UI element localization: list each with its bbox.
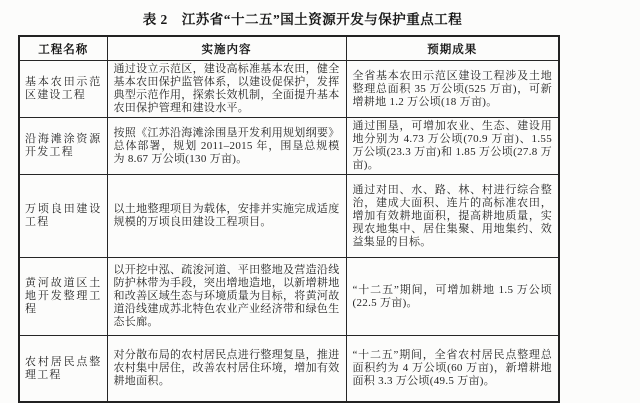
implementation-cell: 以开挖中泓、疏浚河道、平田整地及营造沿线防护林带为手段，突出增地造地，以新增耕地和改善区域生态与环境质量为目标，将黄河故道沿线建成苏北特色农业产业经济带和绿色生态长廊。 xyxy=(107,258,346,336)
table-row xyxy=(19,118,559,175)
project-name-cell: 沿海滩涂资源开发工程 xyxy=(19,118,107,175)
project-name-cell: 万顷良田建设工程 xyxy=(19,175,107,258)
table-row xyxy=(19,175,559,258)
table-row xyxy=(19,61,559,118)
project-name-cell: 农村居民点整理工程 xyxy=(19,336,107,403)
expected-results-cell: 通过围垦，可增加农业、生态、建设用地分别为 4.73 万公顷(70.9 万亩)、1.55 万公顷(23.3 万亩)和 1.85 万公顷(27.8 万亩)。 xyxy=(346,118,559,175)
projects-table xyxy=(18,35,560,403)
expected-results-cell: “十二五”期间，可增加耕地 1.5 万公顷(22.5 万亩)。 xyxy=(346,258,559,336)
project-name-cell: 黄河故道区土地开发整理工程 xyxy=(19,258,107,336)
expected-results-cell: “十二五”期间，全省农村居民点整理总面积约为 4 万公顷(60 万亩)，新增耕地面积 3.3 万公顷(49.5 万亩)。 xyxy=(346,336,559,403)
table-header-row xyxy=(19,36,559,61)
header-project-name: 工程名称 xyxy=(19,36,107,61)
expected-results-cell: 通过对田、水、路、林、村进行综合整治，建成大面积、连片的高标准农田，增加有效耕地面积，提高耕地质量，实现农地集中、居住集聚、用地集约、效益集显的目标。 xyxy=(346,175,559,258)
expected-results-cell: 全省基本农田示范区建设工程涉及土地整理总面积 35 万公顷(525 万亩)，可新增耕地 1.2 万公顷(18 万亩)。 xyxy=(346,61,559,118)
project-name-cell: 基本农田示范区建设工程 xyxy=(19,61,107,118)
header-implementation: 实施内容 xyxy=(107,36,346,61)
table-caption: 表 2 江苏省“十二五”国土资源开发与保护重点工程 xyxy=(142,12,463,27)
implementation-cell: 通过设立示范区，建设高标准基本农田，健全基本农田保护监管体系，以建设促保护，发挥典型示范作用，探索长效机制，全面提升基本农田保护管理和建设水平。 xyxy=(107,61,346,118)
table-row xyxy=(19,336,559,403)
table-row xyxy=(19,258,559,336)
implementation-cell: 对分散布局的农村居民点进行整理复垦，推进农村集中居住，改善农村居住环境，增加有效耕地面积。 xyxy=(107,336,346,403)
header-expected-results: 预期成果 xyxy=(346,36,559,61)
implementation-cell: 按照《江苏沿海滩涂围垦开发利用规划纲要》总体部署，规划 2011–2015 年，围垦总规模为 8.67 万公顷(130 万亩)。 xyxy=(107,118,346,175)
implementation-cell: 以土地整理项目为载体，安排并实施完成适度规模的万顷良田建设工程项目。 xyxy=(107,175,346,258)
